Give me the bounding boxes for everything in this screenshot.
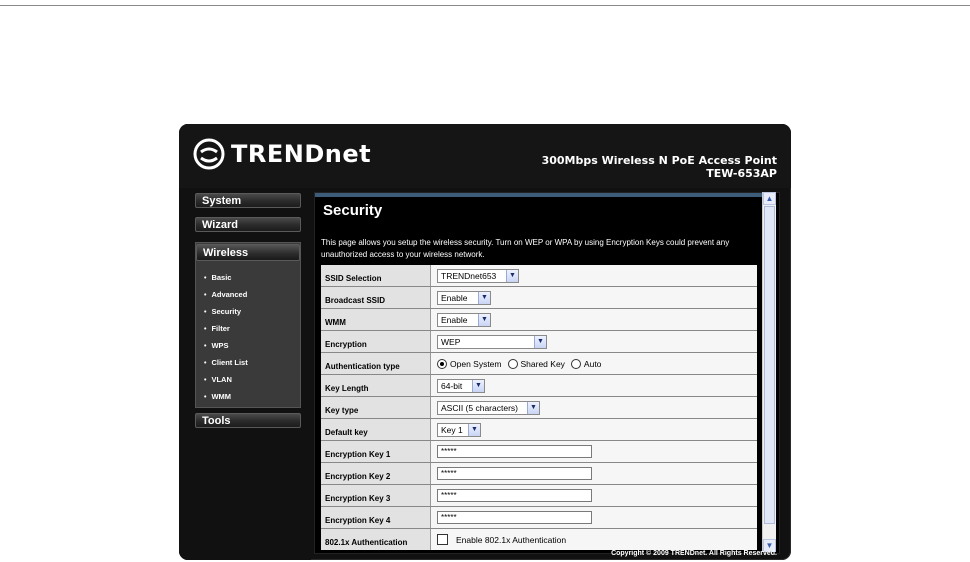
enc-key-3-label: Encryption Key 3	[321, 485, 431, 506]
scroll-thumb[interactable]	[764, 206, 775, 524]
content-scrollbar[interactable]	[762, 192, 776, 552]
form-row-key-length	[321, 374, 757, 396]
left-navigation	[179, 188, 311, 560]
content-top-bar	[315, 193, 763, 197]
form-row-dot1x	[321, 528, 757, 550]
chevron-down-icon: ▼	[506, 270, 518, 282]
auth-type-label: Authentication type	[321, 353, 431, 374]
form-row-key-2	[321, 462, 757, 484]
form-row-key-1	[321, 440, 757, 462]
wireless-menu-panel	[195, 242, 301, 408]
product-model: TEW-653AP	[706, 167, 777, 180]
form-row-key-4	[321, 506, 757, 528]
auth-shared-key-label: Shared Key	[520, 358, 565, 369]
nav-wireless-client-list[interactable]: • Client List	[196, 354, 300, 371]
enc-key-1-input[interactable]: *****	[437, 445, 592, 458]
form-row-key-type	[321, 396, 757, 418]
security-form	[321, 265, 757, 550]
nav-system[interactable]: System	[195, 193, 301, 208]
wmm-value: Enable	[441, 314, 468, 325]
key-length-value: 64-bit	[441, 380, 463, 391]
broadcast-ssid-select[interactable]	[437, 291, 491, 305]
auth-open-system-radio[interactable]	[437, 359, 447, 369]
form-row-broadcast	[321, 286, 757, 308]
nav-wireless-wps[interactable]: • WPS	[196, 337, 300, 354]
nav-wireless-vlan[interactable]: • VLAN	[196, 371, 300, 388]
default-key-value: Key 1	[441, 424, 463, 435]
nav-tools[interactable]: Tools	[195, 413, 301, 428]
enc-key-3-input[interactable]: *****	[437, 489, 592, 502]
broadcast-ssid-value: Enable	[441, 292, 468, 303]
content-pane	[314, 192, 780, 554]
dot1x-checkbox-label: Enable 802.1x Authentication	[456, 534, 567, 545]
trendnet-logo-icon	[193, 138, 225, 170]
key-type-label: Key type	[321, 397, 431, 418]
enc-key-2-label: Encryption Key 2	[321, 463, 431, 484]
page-top-rule	[0, 5, 970, 6]
router-admin-window	[179, 124, 791, 560]
scroll-up-icon[interactable]: ▲	[763, 192, 776, 205]
product-title	[542, 154, 777, 180]
auth-type-radio-group	[437, 359, 607, 369]
form-row-default-key	[321, 418, 757, 440]
encryption-value: WEP	[441, 336, 461, 347]
chevron-down-icon: ▼	[478, 314, 490, 326]
chevron-down-icon: ▼	[527, 402, 539, 414]
chevron-down-icon: ▼	[468, 424, 480, 436]
ssid-selection-value: TRENDnet653	[441, 270, 497, 281]
wireless-submenu	[196, 269, 300, 405]
scroll-down-icon[interactable]: ▼	[763, 539, 776, 552]
page-description: This page allows you setup the wireless security. Turn on WEP or WPA by using Encryption Keys could prevent any unauthorized access to your wireless network.	[321, 238, 730, 259]
form-row-wmm	[321, 308, 757, 330]
page-title: Security	[323, 202, 383, 219]
chevron-down-icon: ▼	[472, 380, 484, 392]
ssid-selection-select[interactable]	[437, 269, 519, 283]
enc-key-2-input[interactable]: *****	[437, 467, 592, 480]
nav-wireless-basic[interactable]: • Basic	[196, 269, 300, 286]
auth-auto-label: Auto	[583, 358, 602, 369]
encryption-label: Encryption	[321, 331, 431, 352]
nav-wireless-filter[interactable]: • Filter	[196, 320, 300, 337]
chevron-down-icon: ▼	[534, 336, 546, 348]
form-row-key-3	[321, 484, 757, 506]
auth-auto-radio[interactable]	[571, 359, 581, 369]
header	[179, 124, 791, 188]
encryption-select[interactable]	[437, 335, 547, 349]
wmm-label: WMM	[321, 309, 431, 330]
nav-wizard[interactable]: Wizard	[195, 217, 301, 232]
default-key-select[interactable]	[437, 423, 481, 437]
chevron-down-icon: ▼	[478, 292, 490, 304]
nav-wireless[interactable]: Wireless	[196, 244, 300, 261]
enc-key-4-input[interactable]: *****	[437, 511, 592, 524]
form-row-encryption	[321, 330, 757, 352]
ssid-selection-label: SSID Selection	[321, 265, 431, 286]
nav-wireless-advanced[interactable]: • Advanced	[196, 286, 300, 303]
auth-open-system-label: Open System	[450, 358, 502, 369]
form-row-ssid	[321, 265, 757, 286]
key-type-value: ASCII (5 characters)	[441, 402, 518, 413]
dot1x-checkbox[interactable]	[437, 534, 448, 545]
dot1x-label: 802.1x Authentication	[321, 529, 431, 550]
enc-key-1-label: Encryption Key 1	[321, 441, 431, 462]
nav-wireless-wmm[interactable]: • WMM	[196, 388, 300, 405]
enc-key-4-label: Encryption Key 4	[321, 507, 431, 528]
nav-wireless-security[interactable]: • Security	[196, 303, 300, 320]
auth-shared-key-radio[interactable]	[508, 359, 518, 369]
key-type-select[interactable]	[437, 401, 540, 415]
broadcast-ssid-label: Broadcast SSID	[321, 287, 431, 308]
copyright-footer: Copyright © 2009 TRENDnet. All Rights Reserved.	[611, 550, 777, 557]
key-length-select[interactable]	[437, 379, 485, 393]
product-name: 300Mbps Wireless N PoE Access Point	[541, 154, 777, 167]
wmm-select[interactable]	[437, 313, 491, 327]
form-row-auth-type	[321, 352, 757, 374]
logo-text: TRENDnet	[231, 140, 372, 168]
key-length-label: Key Length	[321, 375, 431, 396]
trendnet-logo	[193, 138, 371, 170]
default-key-label: Default key	[321, 419, 431, 440]
